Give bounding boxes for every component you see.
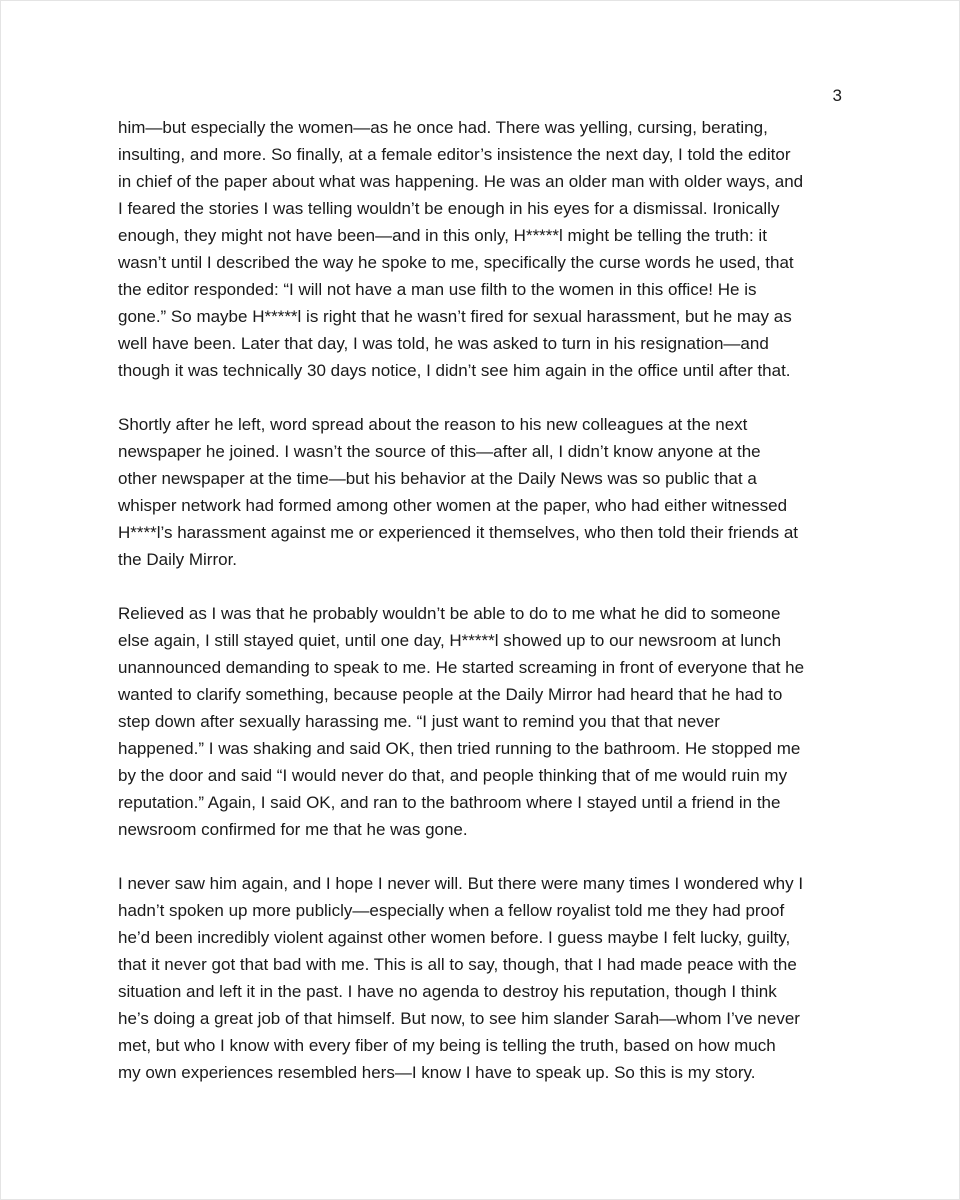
text-line: I never saw him again, and I hope I never will. But there were many times I wondered why I [118,874,804,893]
text-line: gone.” So maybe H*****l is right that he wasn’t fired for sexual harassment, but he may as [118,307,792,326]
paragraph [118,114,848,384]
text-line: he’s doing a great job of that himself. But now, to see him slander Sarah—whom I’ve never [118,1009,800,1028]
text-line: happened.” I was shaking and said OK, then tried running to the bathroom. He stopped me [118,739,801,758]
paragraph-gap [118,573,848,600]
text-line: in chief of the paper about what was happening. He was an older man with older ways, and [118,172,804,191]
text-line: enough, they might not have been—and in this only, H*****l might be telling the truth: it [118,226,767,245]
text-line: met, but who I know with every fiber of my being is telling the truth, based on how much [118,1036,776,1055]
text-line: H****l’s harassment against me or experienced it themselves, who then told their friends at [118,523,799,542]
text-line: that it never got that bad with me. This is all to say, though, that I had made peace with the [118,955,797,974]
text-line: else again, I still stayed quiet, until one day, H*****l showed up to our newsroom at lunch [118,631,782,650]
text-line: I feared the stories I was telling wouldn’t be enough in his eyes for a dismissal. Ironically [118,199,780,218]
text-line: unannounced demanding to speak to me. He started screaming in front of everyone that he [118,658,805,677]
text-line: newsroom confirmed for me that he was gone. [118,820,468,839]
text-line: well have been. Later that day, I was told, he was asked to turn in his resignation—and [118,334,769,353]
paragraph-gap [118,384,848,411]
paragraph [118,600,848,843]
page-number: 3 [832,86,842,105]
text-line: Relieved as I was that he probably wouldn’t be able to do to me what he did to someone [118,604,781,623]
text-line: reputation.” Again, I said OK, and ran to the bathroom where I stayed until a friend in the [118,793,781,812]
paragraph [118,411,848,573]
text-line: he’d been incredibly violent against other women before. I guess maybe I felt lucky, guilty, [118,928,791,947]
text-line: step down after sexually harassing me. “I just want to remind you that that never [118,712,720,731]
text-line: Shortly after he left, word spread about the reason to his new colleagues at the next [118,415,748,434]
paragraph [118,870,848,1086]
text-line: hadn’t spoken up more publicly—especially when a fellow royalist told me they had proof [118,901,785,920]
text-line: wasn’t until I described the way he spoke to me, specifically the curse words he used, that [118,253,794,272]
text-line: him—but especially the women—as he once had. There was yelling, cursing, berating, [118,118,768,137]
text-line: my own experiences resembled hers—I know I have to speak up. So this is my story. [118,1063,756,1082]
text-line: the Daily Mirror. [118,550,238,569]
text-line: situation and left it in the past. I have no agenda to destroy his reputation, though I think [118,982,777,1001]
document-body [118,114,848,1086]
text-line: whisper network had formed among other women at the paper, who had either witnessed [118,496,788,515]
text-line: wanted to clarify something, because people at the Daily Mirror had heard that he had to [118,685,783,704]
text-line: though it was technically 30 days notice, I didn’t see him again in the office until after that. [118,361,791,380]
text-line: the editor responded: “I will not have a man use filth to the women in this office! He is [118,280,757,299]
text-line: other newspaper at the time—but his behavior at the Daily News was so public that a [118,469,757,488]
text-line: newspaper he joined. I wasn’t the source of this—after all, I didn’t know anyone at the [118,442,761,461]
text-line: insulting, and more. So finally, at a female editor’s insistence the next day, I told the editor [118,145,791,164]
paragraph-gap [118,843,848,870]
text-line: by the door and said “I would never do that, and people thinking that of me would ruin my [118,766,788,785]
